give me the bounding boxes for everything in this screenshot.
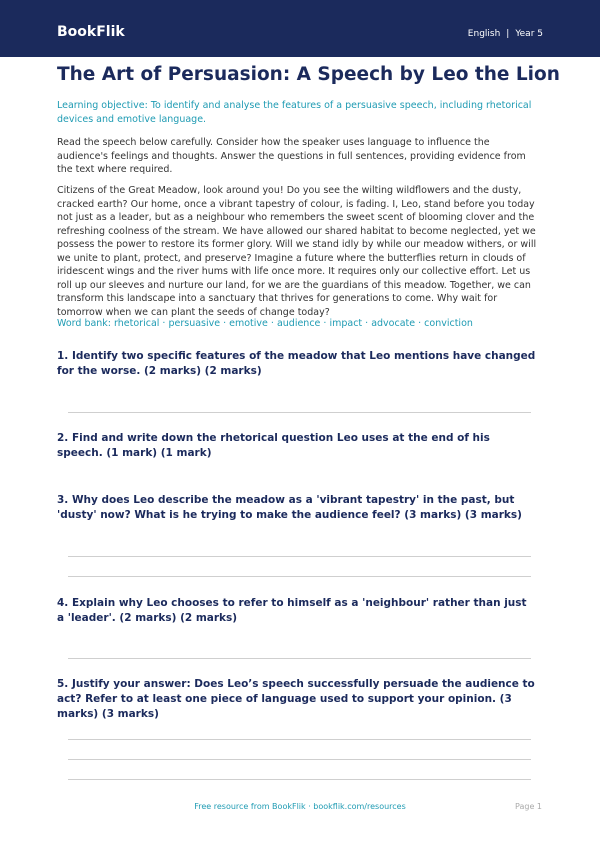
word-bank: Word bank: rhetorical · persuasive · emotive · audience · impact · advocate · conviction bbox=[57, 318, 473, 329]
question-3: 3. Why does Leo describe the meadow as a 'vibrant tapestry' in the past, but 'dusty' now? What is he trying to make the audience feel? (3 marks) (3 marks) bbox=[57, 494, 522, 521]
answer-line[interactable] bbox=[68, 759, 531, 760]
subject-label: English bbox=[467, 29, 501, 39]
page-number: Page 1 bbox=[515, 802, 542, 811]
footer-credit[interactable]: Free resource from BookFlik · bookflik.com/resources bbox=[194, 802, 406, 811]
page-title: The Art of Persuasion: A Speech by Leo the Lion bbox=[57, 64, 560, 85]
brand-logo[interactable]: BookFlik bbox=[57, 24, 125, 40]
subject-year bbox=[468, 29, 543, 39]
question-2: 2. Find and write down the rhetorical question Leo uses at the end of his speech. (1 mark) (1 mark) bbox=[57, 432, 490, 459]
question-1: 1. Identify two specific features of the meadow that Leo mentions have changed for the worse. (2 marks) (2 marks) bbox=[57, 350, 536, 377]
year-label: Year 5 bbox=[515, 29, 543, 39]
header-bar bbox=[0, 0, 600, 57]
answer-line[interactable] bbox=[68, 739, 531, 740]
question-4: 4. Explain why Leo chooses to refer to himself as a 'neighbour' rather than just a 'leader'. (2 marks) (2 marks) bbox=[57, 597, 527, 624]
answer-line[interactable] bbox=[68, 779, 531, 780]
answer-line[interactable] bbox=[68, 412, 531, 413]
answer-line[interactable] bbox=[68, 556, 531, 557]
question-5: 5. Justify your answer: Does Leo’s speech successfully persuade the audience to act? Refer to at least one piece of language used to support your opinion. (3 marks) (3 marks) bbox=[57, 678, 535, 720]
learning-objective: Learning objective: To identify and analyse the features of a persuasive speech, including rhetorical devices and emotive language. bbox=[57, 100, 532, 125]
answer-line[interactable] bbox=[68, 576, 531, 577]
speech-text: Citizens of the Great Meadow, look around you! Do you see the wilting wildflowers and the dusty, cracked earth? Our home, once a vibrant tapestry of colour, is fading. I, Leo, stand before you today not just as a leader, but as a neighbour who remembers the sweet scent of blooming clover and the refreshing coolness of the stream. We have allowed our shared habitat to become neglected, yet we possess the power to restore its former glory. Will we stand idly by while our meadow withers, or will we unite to plant, protect, and preserve? Imagine a future where the butterflies return in clouds of iridescent wings and the river hums with life once more. It requires only our collective effort. Let us roll up our sleeves and nurture our land, for we are the guardians of this meadow. Together, we can transform this landscape into a sanctuary that thrives for generations to come. Why wait for tomorrow when we can plant the seeds of change today? bbox=[57, 185, 537, 318]
answer-line[interactable] bbox=[68, 658, 531, 659]
meta-separator: | bbox=[506, 29, 510, 39]
instructions-text: Read the speech below carefully. Consider how the speaker uses language to influence the audience's feelings and thoughts. Answer the questions in full sentences, providing evidence from the text where required. bbox=[57, 137, 526, 175]
